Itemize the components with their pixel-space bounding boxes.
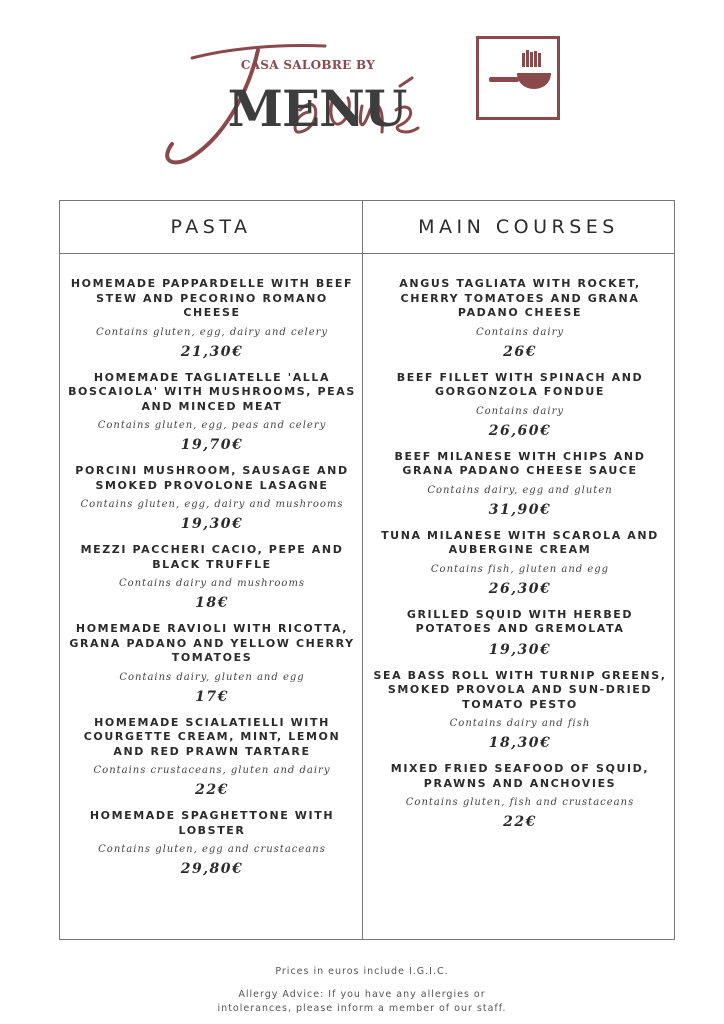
item-name: SEA BASS ROLL WITH TURNIP GREENS, SMOKED PROVOLA AND SUN-DRIED TOMATO PESTO	[373, 668, 667, 711]
item-allergens: Contains gluten, fish and crustaceans	[405, 797, 635, 808]
item-allergens: Contains gluten, egg and crustaceans	[98, 844, 326, 855]
item-allergens: Contains gluten, egg, dairy and celery	[95, 326, 329, 338]
main-courses-column	[370, 277, 670, 841]
item-price: 26€	[503, 343, 537, 360]
item-name: HOMEMADE PAPPARDELLE WITH BEEF STEW AND PECORINO ROMANO CHEESE	[70, 277, 354, 319]
menu-item	[370, 608, 670, 659]
menu-item	[370, 529, 670, 598]
item-price: 22€	[195, 782, 229, 798]
pasta-column	[68, 277, 356, 888]
menu-item	[68, 371, 356, 455]
pasta-heading: PASTA	[170, 216, 252, 238]
allergy-line-2: intolerances, please inform a member of our staff.	[217, 1003, 507, 1014]
price-note: Prices in euros include I.G.I.C.	[275, 966, 449, 977]
allergy-line-1: Allergy Advice: If you have any allergies or	[238, 989, 486, 1000]
item-allergens: Contains crustaceans, gluten and dairy	[93, 765, 331, 776]
item-price: 21,30€	[180, 343, 244, 360]
menu-table	[59, 200, 675, 940]
item-name: HOMEMADE RAVIOLI WITH RICOTTA, GRANA PADANO AND YELLOW CHERRY TOMATOES	[69, 622, 355, 664]
item-allergens: Contains dairy	[475, 326, 565, 338]
item-price: 18€	[195, 595, 229, 611]
menu-item	[68, 277, 356, 361]
menu-item	[68, 622, 356, 706]
item-name: GRILLED SQUID WITH HERBED POTATOES AND GREMOLATA	[406, 607, 634, 635]
pan-icon	[476, 36, 560, 120]
item-name: TUNA MILANESE WITH SCAROLA AND AUBERGINE CREAM	[381, 528, 659, 556]
item-price: 26,30€	[488, 580, 552, 597]
header-divider	[60, 253, 674, 254]
item-name: HOMEMADE SCIALATIELLI WITH COURGETTE CREAM, MINT, LEMON AND RED PRAWN TARTARE	[83, 715, 341, 758]
item-name: HOMEMADE TAGLIATELLE 'ALLA BOSCAIOLA' WITH MUSHROOMS, PEAS AND MINCED MEAT	[68, 370, 356, 413]
menu-item	[370, 762, 670, 831]
menu-header	[0, 0, 724, 190]
item-price: 31,90€	[488, 501, 552, 518]
item-name: MEZZI PACCHERI CACIO, PEPE AND BLACK TRUFFLE	[80, 543, 344, 571]
item-price: 26,60€	[488, 422, 552, 439]
item-allergens: Contains dairy and mushrooms	[118, 578, 306, 589]
menu-item	[68, 809, 356, 878]
item-allergens: Contains dairy, gluten and egg	[119, 671, 305, 683]
item-price: 18,30€	[488, 735, 552, 751]
menu-item	[370, 277, 670, 361]
item-name: ANGUS TAGLIATA WITH ROCKET, CHERRY TOMATOES AND GRANA PADANO CHEESE	[399, 277, 641, 319]
menu-item	[370, 450, 670, 519]
item-allergens: Contains dairy	[475, 405, 565, 417]
item-price: 22€	[503, 814, 537, 830]
menu-item	[68, 543, 356, 612]
page-title: MENU	[227, 79, 407, 138]
item-name: PORCINI MUSHROOM, SAUSAGE AND SMOKED PROVOLONE LASAGNE	[75, 464, 349, 492]
allergy-advice	[0, 988, 724, 1016]
item-name: MIXED FRIED SEAFOOD OF SQUID, PRAWNS AND ANCHOVIES	[390, 762, 650, 790]
item-allergens: Contains dairy, egg and gluten	[427, 484, 613, 496]
brand-line: CASA SALOBRE BY	[240, 58, 376, 72]
item-allergens: Contains fish, gluten and egg	[430, 563, 610, 575]
item-price: 19,30€	[488, 641, 552, 658]
item-allergens: Contains gluten, egg, dairy and mushrooms	[80, 499, 344, 510]
item-price: 19,30€	[180, 516, 244, 532]
main-courses-heading: MAIN COURSES	[418, 216, 619, 238]
item-price: 19,70€	[180, 437, 244, 453]
item-name: BEEF MILANESE WITH CHIPS AND GRANA PADANO CHEESE SAUCE	[394, 449, 646, 477]
item-allergens: Contains dairy and fish	[449, 718, 591, 729]
menu-item	[68, 716, 356, 800]
item-allergens: Contains gluten, egg, peas and celery	[97, 420, 327, 431]
menu-item	[68, 464, 356, 533]
item-price: 29,80€	[180, 861, 244, 877]
menu-item	[370, 371, 670, 440]
item-price: 17€	[195, 688, 229, 705]
column-divider	[362, 201, 363, 939]
menu-item	[370, 669, 670, 753]
item-name: BEEF FILLET WITH SPINACH AND GORGONZOLA FONDUE	[396, 370, 644, 398]
item-name: HOMEMADE SPAGHETTONE WITH LOBSTER	[89, 809, 335, 837]
